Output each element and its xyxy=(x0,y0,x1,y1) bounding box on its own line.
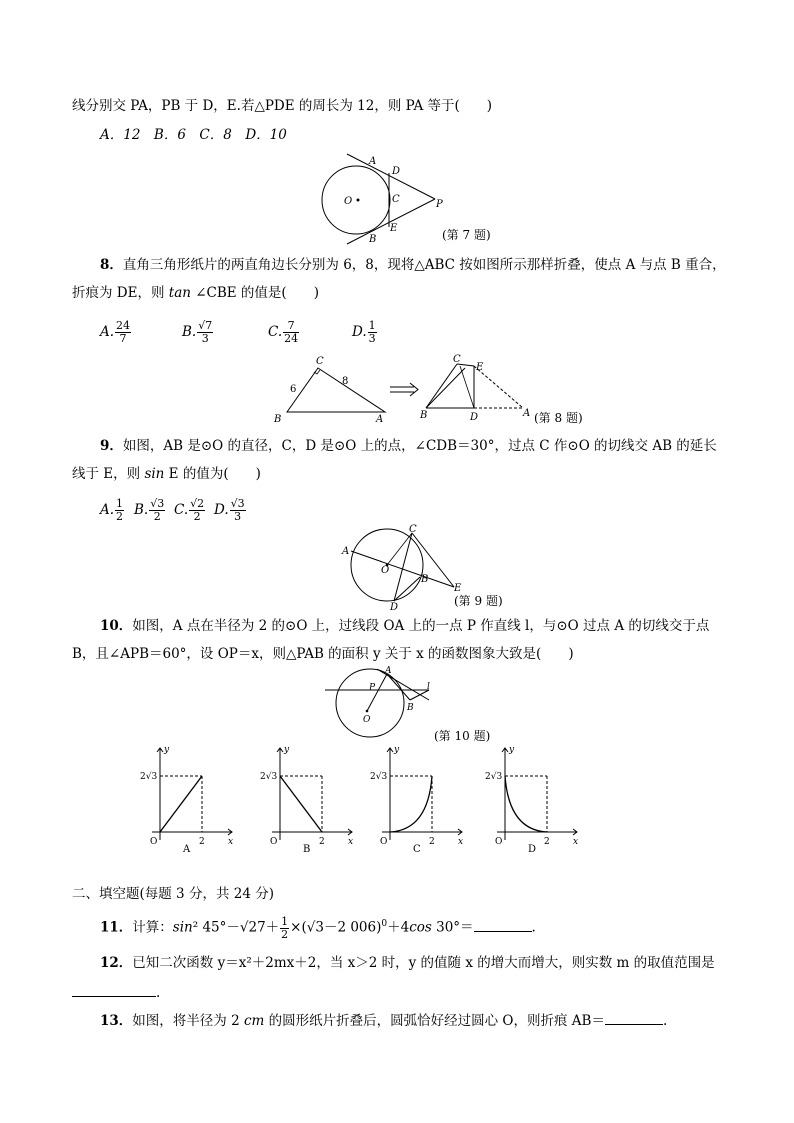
q10-number: 10． xyxy=(100,618,133,634)
q13 xyxy=(100,1010,667,1030)
origin-label: O xyxy=(495,837,503,847)
q9-label-c: C xyxy=(409,524,417,535)
y-axis-label: y xyxy=(394,745,400,755)
q11 xyxy=(100,915,536,945)
y-axis-label: y xyxy=(164,745,170,755)
q9-stem-text1: 如图，AB 是⊙O 的直径，C，D 是⊙O 上的点，∠CDB＝30°，过点 C 作⊙O 的切线交 AB 的延长 xyxy=(122,438,717,454)
q10-stem-line2: B，且∠APB＝60°，设 OP＝x，则△PAB 的面积 y 关于 x 的函数图象大致是( ) xyxy=(72,646,574,662)
q9-stem-text2a: 线于 E，则 xyxy=(72,466,145,482)
q10-option-graph-d xyxy=(485,742,585,854)
y-tick-label: 2√3 xyxy=(370,772,388,782)
origin-label: O xyxy=(270,837,278,847)
q13-end: . xyxy=(662,1013,668,1029)
origin-label: O xyxy=(380,837,388,847)
q10-stem-line1 xyxy=(100,617,709,635)
q7-label-e: E xyxy=(390,223,398,234)
q11-prefix: 计算： xyxy=(132,919,173,936)
q11-end: . xyxy=(531,919,536,936)
q9-caption: (第 9 题) xyxy=(454,594,503,608)
q11-answer-blank[interactable] xyxy=(474,917,532,932)
q7-label-a: A xyxy=(369,156,377,167)
x-tick-label: 2 xyxy=(199,837,205,847)
q10-label-o: O xyxy=(363,715,371,725)
function-curve xyxy=(280,776,322,832)
q9-option-a: A. $\frac{1}{2}$ xyxy=(100,497,124,523)
q10-option-graph-a xyxy=(140,742,240,854)
function-curve xyxy=(505,776,547,832)
q10-option-graph-b xyxy=(260,742,360,854)
y-axis-label: y xyxy=(509,745,515,755)
y-tick-label: 2√3 xyxy=(140,772,158,782)
q8-label-c2: C xyxy=(453,354,461,365)
q11-cos: cos xyxy=(409,919,432,936)
q10-caption: (第 10 题) xyxy=(434,729,491,743)
q11-exponent: 0 xyxy=(381,919,388,929)
q12-line1 xyxy=(100,954,715,972)
q11-fraction: $\frac{1}{2}$ xyxy=(281,914,289,941)
y-tick-label: 2√3 xyxy=(260,772,278,782)
q9-label-d: D xyxy=(390,602,399,613)
q7-label-o: O xyxy=(344,196,353,207)
q9-label-a: A xyxy=(342,546,350,557)
q8-stem-text1: 直角三角形纸片的两直角边长分别为 6，8，现将△ABC 按如图所示那样折叠，使点 A 与点 B 重合， xyxy=(122,257,726,273)
q11-term3: ＋4 xyxy=(387,919,410,936)
q9-stem-line2 xyxy=(72,465,261,483)
q8-tan: tan xyxy=(168,285,191,301)
q10-label-b: B xyxy=(407,703,414,713)
function-curve xyxy=(160,776,202,832)
x-axis-label: x xyxy=(458,837,464,847)
q10-label-p: P xyxy=(369,683,376,693)
q8-stem-text2a: 折痕为 DE，则 xyxy=(72,285,169,301)
section-2-heading: 二、填空题(每题 3 分，共 24 分) xyxy=(72,886,274,902)
q8-option-d: D. $\frac{1}{3}$ xyxy=(352,319,376,345)
q10-label-a: A xyxy=(385,666,392,676)
q8-label-b2: B xyxy=(420,410,428,421)
q13-answer-blank[interactable] xyxy=(605,1010,663,1025)
graph-option-label: C xyxy=(413,844,421,855)
graph-option-label: D xyxy=(528,844,537,855)
q10-option-graph-c xyxy=(370,742,470,854)
q11-term2: ×(√3－2 006) xyxy=(290,919,382,936)
q9-label-b: B xyxy=(421,574,429,585)
y-axis-label: y xyxy=(284,745,290,755)
x-tick-label: 2 xyxy=(544,837,550,847)
q8-stem-line2 xyxy=(72,284,319,302)
q8-option-b: B. $\frac{√7}{3}$ xyxy=(182,319,213,345)
q9-figure xyxy=(340,524,520,613)
q9-option-d: D. $\frac{√3}{3}$ xyxy=(214,497,245,523)
q11-number: 11． xyxy=(100,919,133,936)
q7-options: A．12 B．6 C．8 D．10 xyxy=(100,127,287,143)
q7-label-b: B xyxy=(369,234,377,245)
q8-caption: (第 8 题) xyxy=(534,411,583,425)
q8-label-8: 8 xyxy=(342,376,349,387)
q7-label-c: C xyxy=(392,194,400,205)
q8-label-a2: A xyxy=(523,408,531,419)
q12-line2 xyxy=(72,982,160,1002)
q12-number: 12． xyxy=(100,955,133,971)
q9-option-b: B. $\frac{√3}{2}$ xyxy=(134,497,165,523)
q8-number: 8． xyxy=(100,257,123,273)
x-axis-label: x xyxy=(228,837,234,847)
q8-label-d2: D xyxy=(470,412,479,423)
x-tick-label: 2 xyxy=(429,837,435,847)
q7-stem: 线分别交 PA，PB 于 D，E.若△PDE 的周长为 12，则 PA 等于( ) xyxy=(72,98,493,114)
q13-stem-b: 的圆形纸片折叠后，圆弧恰好经过圆心 O，则折痕 AB＝ xyxy=(264,1013,605,1029)
q7-label-d: D xyxy=(392,166,401,177)
q8-label-c: C xyxy=(316,356,324,367)
origin-label: O xyxy=(150,837,158,847)
q9-stem-line1 xyxy=(100,437,717,455)
graph-option-label: B xyxy=(303,844,311,855)
q9-label-e: E xyxy=(454,583,462,594)
q11-term1: ² 45°－√27＋ xyxy=(192,919,280,936)
q12-end: . xyxy=(156,985,161,1001)
x-tick-label: 2 xyxy=(319,837,325,847)
q13-stem-a: 如图，将半径为 2 xyxy=(132,1013,244,1029)
q8-label-6: 6 xyxy=(290,384,297,395)
q9-label-o: O xyxy=(381,565,390,576)
x-axis-label: x xyxy=(348,837,354,847)
y-tick-label: 2√3 xyxy=(485,772,503,782)
q8-option-a: A. $\frac{24}{7}$ xyxy=(100,319,131,345)
fold-arrow-icon xyxy=(390,383,418,396)
q8-label-b: B xyxy=(274,414,282,425)
q12-answer-blank[interactable] xyxy=(72,982,156,997)
q11-sin: sin xyxy=(172,919,193,936)
q13-number: 13． xyxy=(100,1013,133,1029)
q7-label-p: P xyxy=(436,199,443,210)
q8-label-e2: E xyxy=(476,362,484,373)
q9-number: 9． xyxy=(100,438,123,454)
q8-option-c: C. $\frac{7}{24}$ xyxy=(268,319,299,345)
q10-label-l: l xyxy=(427,682,430,692)
q9-stem-text2b: E 的值为( ) xyxy=(164,466,261,482)
q10-figure xyxy=(325,668,510,744)
x-axis-label: x xyxy=(573,837,579,847)
graph-option-label: A xyxy=(183,844,191,855)
q8-label-a: A xyxy=(376,414,384,425)
q13-unit: cm xyxy=(243,1013,265,1029)
q8-stem-text2b: ∠CBE 的值是( ) xyxy=(190,285,319,301)
function-curve xyxy=(390,776,432,832)
q9-sin: sin xyxy=(144,466,165,482)
q12-stem: 已知二次函数 y＝x²＋2mx＋2，当 x＞2 时，y 的值随 x 的增大而增大，则实数 m 的取值范围是 xyxy=(132,955,715,971)
q8-stem-line1 xyxy=(100,256,726,274)
q7-figure xyxy=(310,150,510,250)
q9-option-c: C. $\frac{√2}{2}$ xyxy=(174,497,205,523)
q10-stem-text1: 如图，A 点在半径为 2 的⊙O 上，过线段 OA 上的一点 P 作直线 l，与⊙O 过点 A 的切线交于点 xyxy=(132,618,710,634)
q11-term4: 30°＝ xyxy=(431,919,474,936)
q8-figure xyxy=(270,350,600,430)
q7-caption: (第 7 题) xyxy=(442,228,491,242)
